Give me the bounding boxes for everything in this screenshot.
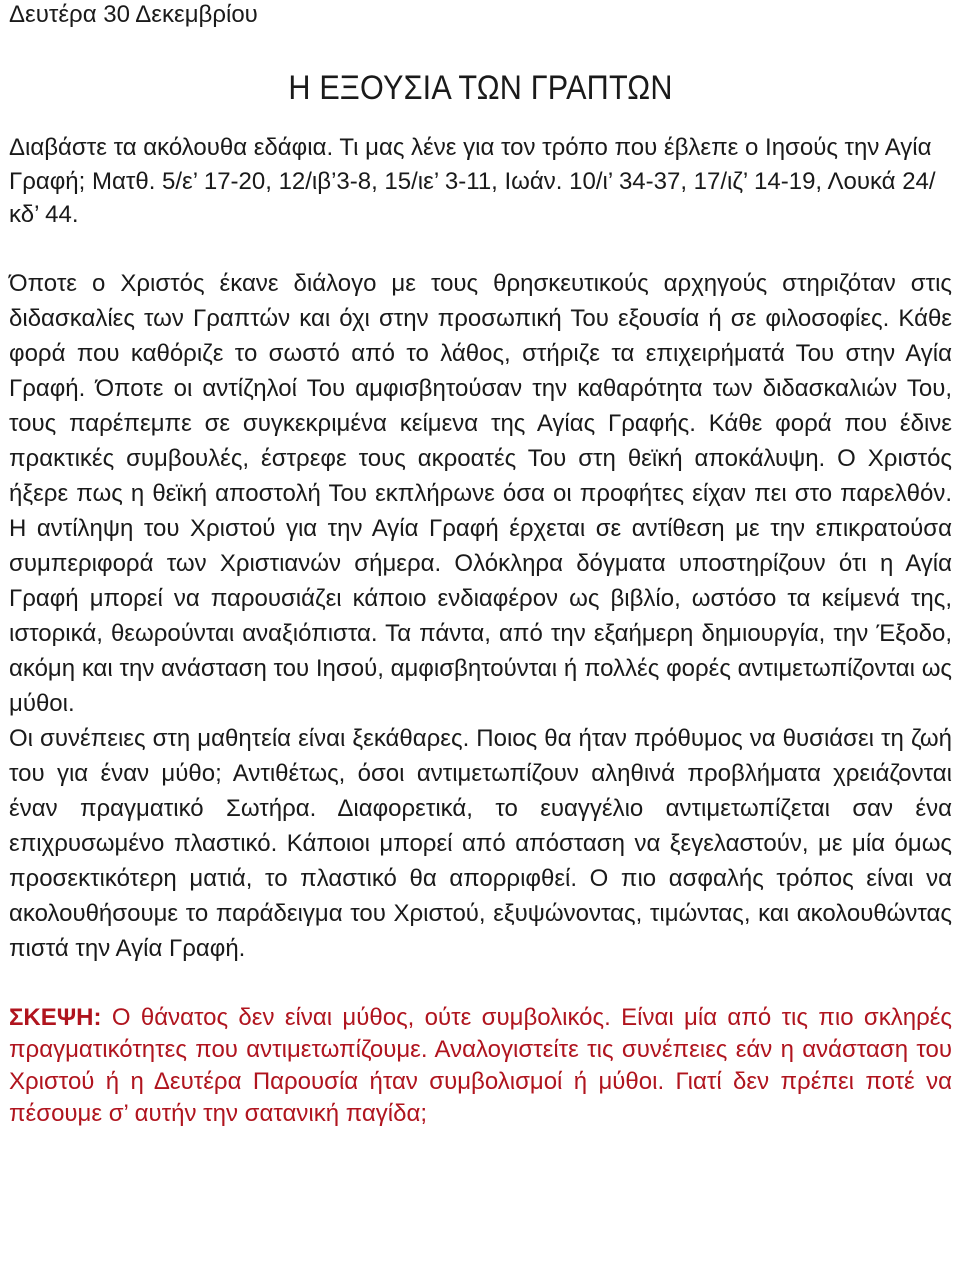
date-heading: Δευτέρα 30 Δεκεμβρίου bbox=[9, 1, 258, 28]
thought-section bbox=[9, 1002, 952, 1130]
thought-label: ΣΚΕΨΗ: bbox=[9, 1003, 102, 1031]
body-paragraph-2: Οι συνέπειες στη μαθητεία είναι ξεκάθαρες. Ποιος θα ήταν πρόθυμος να θυσιάσει τη ζωή του για έναν μύθο; Αντιθέτως, όσοι αντιμετωπίζουν αληθινά προβλήματα χρειάζονται έναν πραγματικό Σωτήρα. Διαφορετικά, το ευαγγέλιο αντιμετωπίζεται σαν ένα επιχρυσωμένο πλαστικό. Κάποιοι μπορεί από απόσταση να ξεγελαστούν, με μία όμως προσεκτικότερη ματιά, το πλαστικό θα απορριφθεί. Ο πιο ασφαλής τρόπος είναι να ακολουθήσουμε το παράδειγμα του Χριστού, εξυψώνοντας, τιμώντας, και ακολουθώντας πιστά την Αγία Γραφή. bbox=[9, 724, 952, 962]
intro-paragraph: Διαβάστε τα ακόλουθα εδάφια. Τι μας λένε για τον τρόπο που έβλεπε ο Ιησούς την Αγία Γραφή; Ματθ. 5/ε’ 17-20, 12/ιβ’3-8, 15/ιε’ 3-11, Ιωάν. 10/ι’ 34-37, 17/ιζ’ 14-19, Λουκά 24/κδ’ 44. bbox=[9, 134, 936, 228]
body-paragraph-1: Όποτε ο Χριστός έκανε διάλογο με τους θρησκευτικούς αρχηγούς στηριζόταν στις διδασκαλίες των Γραπτών και όχι στην προσωπική Του εξουσία ή σε φιλοσοφίες. Κάθε φορά που καθόριζε το σωστό από το λάθος, στήριζε τα επιχειρήματά Του στην Αγία Γραφή. Όποτε οι αντίζηλοί Του αμφισβητούσαν την καθαρότητα των διδασκαλιών Του, τους παρέπεμπε σε συγκεκριμένα κείμενα της Αγίας Γραφής. Κάθε φορά που έδινε πρακτικές συμβουλές, έστρεφε τους ακροατές Του στη θεϊκή αποκάλυψη. Ο Χριστός ήξερε πως η θεϊκή αποστολή Του εκπλήρωνε όσα οι προφήτες είχαν πει στο παρελθόν. Η αντίληψη του Χριστού για την Αγία Γραφή έρχεται σε αντίθεση με την επικρατούσα συμπεριφορά των Χριστιανών σήμερα. Ολόκληρα δόγματα υποστηρίζουν ότι η Αγία Γραφή μπορεί να παρουσιάζει κάποιο ενδιαφέρον ως βιβλίο, ωστόσο τα κείμενά της, ιστορικά, θεωρούνται αναξιόπιστα. Τα πάντα, από την εξαήμερη δημιουργία, την Έξοδο, ακόμη και την ανάσταση του Ιησού, αμφισβητούνται ή πολλές φορές αντιμετωπίζονται ως μύθοι. bbox=[9, 269, 952, 717]
thought-text: Ο θάνατος δεν είναι μύθος, ούτε συμβολικός. Είναι μία από τις πιο σκληρές πραγματικότητες που αντιμετωπίζουμε. Αναλογιστείτε τις συνέπειες εάν η ανάσταση του Χριστού ή η Δευτέρα Παρουσία ήταν συμβολισμοί ή μύθοι. Γιατί δεν πρέπει ποτέ να πέσουμε σ’ αυτήν την σατανική παγίδα; bbox=[9, 1003, 952, 1127]
page-title: Η ΕΞΟΥΣΙΑ ΤΩΝ ΓΡΑΠΤΩΝ bbox=[288, 69, 673, 107]
